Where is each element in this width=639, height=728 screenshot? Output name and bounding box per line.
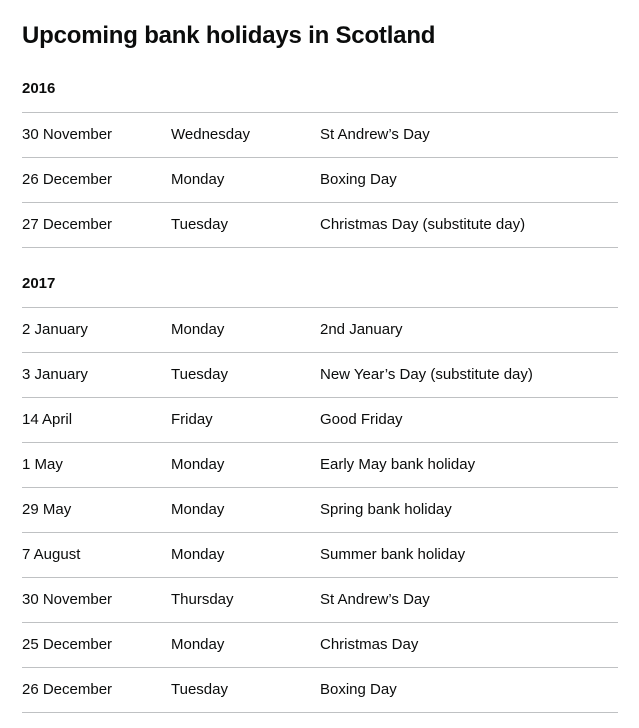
year-block-2017 xyxy=(22,248,618,713)
holiday-date: 2 January xyxy=(22,308,171,353)
holiday-name: Early May bank holiday xyxy=(320,443,618,488)
holiday-weekday: Monday xyxy=(171,533,320,578)
holiday-weekday: Tuesday xyxy=(171,668,320,713)
table-row xyxy=(22,398,618,443)
holidays-table xyxy=(22,112,618,248)
holiday-name: Summer bank holiday xyxy=(320,533,618,578)
page-title: Upcoming bank holidays in Scotland xyxy=(22,22,436,49)
holiday-date: 14 April xyxy=(22,398,171,443)
holiday-name: Christmas Day (substitute day) xyxy=(320,203,618,248)
holiday-date: 26 December xyxy=(22,158,171,203)
holiday-weekday: Monday xyxy=(171,488,320,533)
holidays-table xyxy=(22,307,618,713)
holiday-weekday: Monday xyxy=(171,443,320,488)
year-heading: 2017 xyxy=(22,275,56,292)
table-row xyxy=(22,488,618,533)
table-row xyxy=(22,443,618,488)
holiday-weekday: Monday xyxy=(171,308,320,353)
table-row xyxy=(22,623,618,668)
holiday-date: 29 May xyxy=(22,488,171,533)
year-block-2016 xyxy=(22,52,618,248)
holiday-date: 26 December xyxy=(22,668,171,713)
table-row xyxy=(22,203,618,248)
holiday-name: St Andrew’s Day xyxy=(320,578,618,623)
holiday-date: 27 December xyxy=(22,203,171,248)
holiday-weekday: Friday xyxy=(171,398,320,443)
holiday-name: Good Friday xyxy=(320,398,618,443)
holiday-date: 30 November xyxy=(22,578,171,623)
holiday-weekday: Tuesday xyxy=(171,203,320,248)
holiday-weekday: Monday xyxy=(171,158,320,203)
table-row xyxy=(22,533,618,578)
table-row xyxy=(22,308,618,353)
table-row xyxy=(22,353,618,398)
holiday-date: 1 May xyxy=(22,443,171,488)
holiday-date: 25 December xyxy=(22,623,171,668)
table-row xyxy=(22,578,618,623)
table-row xyxy=(22,113,618,158)
holiday-name: New Year’s Day (substitute day) xyxy=(320,353,618,398)
holiday-weekday: Tuesday xyxy=(171,353,320,398)
holiday-date: 30 November xyxy=(22,113,171,158)
holiday-date: 7 August xyxy=(22,533,171,578)
holiday-weekday: Thursday xyxy=(171,578,320,623)
holiday-name: Christmas Day xyxy=(320,623,618,668)
holiday-name: Boxing Day xyxy=(320,158,618,203)
holiday-name: St Andrew’s Day xyxy=(320,113,618,158)
holiday-name: 2nd January xyxy=(320,308,618,353)
holiday-date: 3 January xyxy=(22,353,171,398)
holiday-weekday: Wednesday xyxy=(171,113,320,158)
holiday-weekday: Monday xyxy=(171,623,320,668)
holiday-name: Boxing Day xyxy=(320,668,618,713)
table-row xyxy=(22,158,618,203)
holiday-name: Spring bank holiday xyxy=(320,488,618,533)
table-row xyxy=(22,668,618,713)
year-heading: 2016 xyxy=(22,80,56,97)
